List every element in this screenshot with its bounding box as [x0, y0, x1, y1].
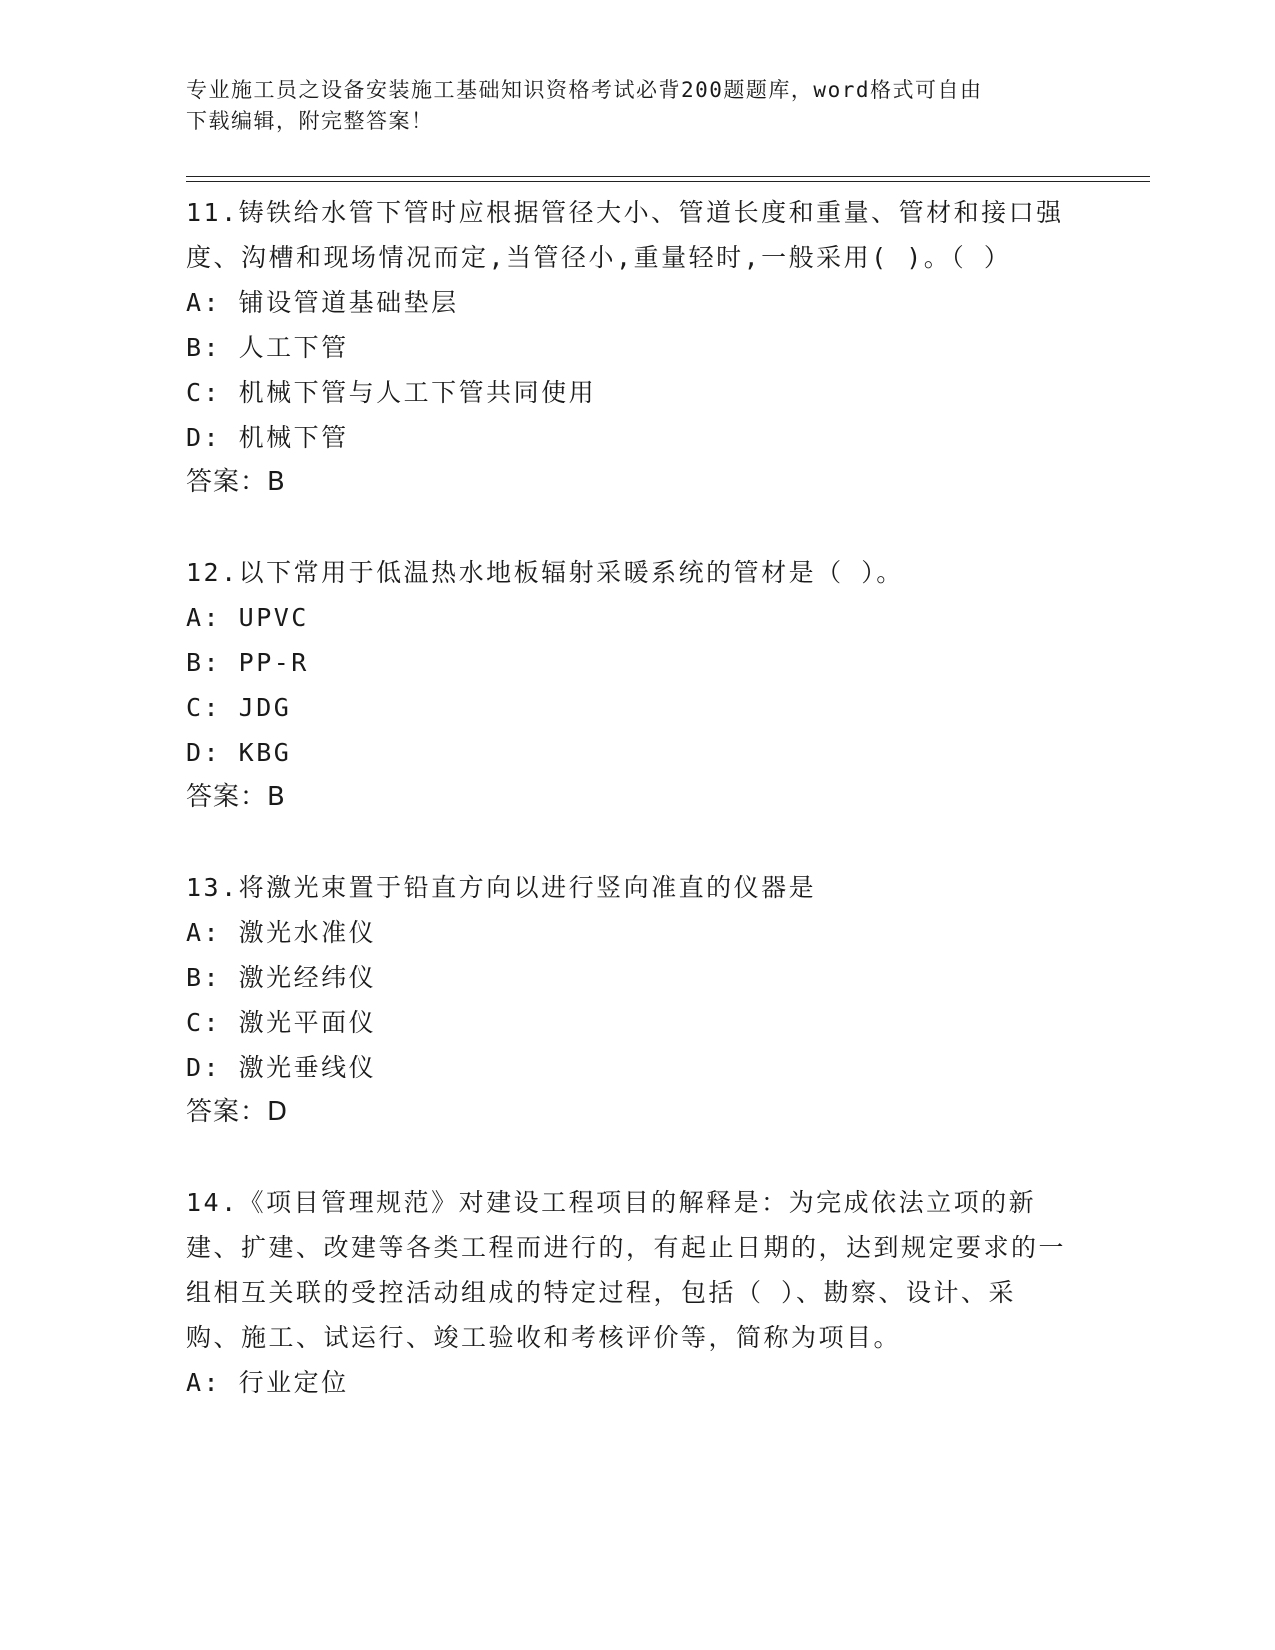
question-text: 12.以下常用于低温热水地板辐射采暖系统的管材是（ ）。 [186, 558, 904, 587]
answer-label: 答案：D [186, 1097, 289, 1127]
answer-label: 答案：B [186, 467, 286, 497]
question-text: 11.铸铁给水管下管时应根据管径大小、管道长度和重量、管材和接口强度、沟槽和现场情况而定,当管径小,重量轻时,一般采用( )。（ ） [186, 198, 1064, 272]
option-c: C: 机械下管与人工下管共同使用 [186, 378, 597, 407]
document-header [186, 75, 1066, 137]
option-a: A: 铺设管道基础垫层 [186, 288, 459, 317]
option-a: A: 激光水准仪 [186, 918, 377, 947]
question-12 [186, 550, 1086, 820]
option-a: A: UPVC [186, 603, 309, 632]
question-text: 13.将激光束置于铅直方向以进行竖向准直的仪器是 [186, 873, 817, 902]
question-14 [186, 1180, 1086, 1405]
option-b: B: 激光经纬仪 [186, 963, 377, 992]
header-line-1: 专业施工员之设备安装施工基础知识资格考试必背200题题库，word格式可自由 [186, 78, 983, 102]
option-c: C: JDG [186, 693, 292, 722]
option-a: A: 行业定位 [186, 1368, 349, 1397]
option-d: D: 激光垂线仪 [186, 1053, 377, 1082]
option-b: B: 人工下管 [186, 333, 349, 362]
header-line-2: 下载编辑，附完整答案！ [186, 109, 434, 133]
question-11 [186, 190, 1086, 505]
option-c: C: 激光平面仪 [186, 1008, 377, 1037]
answer-label: 答案：B [186, 782, 286, 812]
option-d: D: KBG [186, 738, 292, 767]
option-b: B: PP-R [186, 648, 309, 677]
question-13 [186, 865, 1086, 1135]
header-divider-bottom [186, 181, 1150, 182]
question-text: 14.《项目管理规范》对建设工程项目的解释是：为完成依法立项的新建、扩建、改建等各类工程而进行的，有起止日期的，达到规定要求的一组相互关联的受控活动组成的特定过程，包括（ ）、勘察、设计、采购、施工、试运行、竣工验收和考核评价等，简称为项目。 [186, 1188, 1067, 1352]
option-d: D: 机械下管 [186, 423, 349, 452]
header-divider-top [186, 176, 1150, 177]
question-list [186, 190, 1086, 1405]
